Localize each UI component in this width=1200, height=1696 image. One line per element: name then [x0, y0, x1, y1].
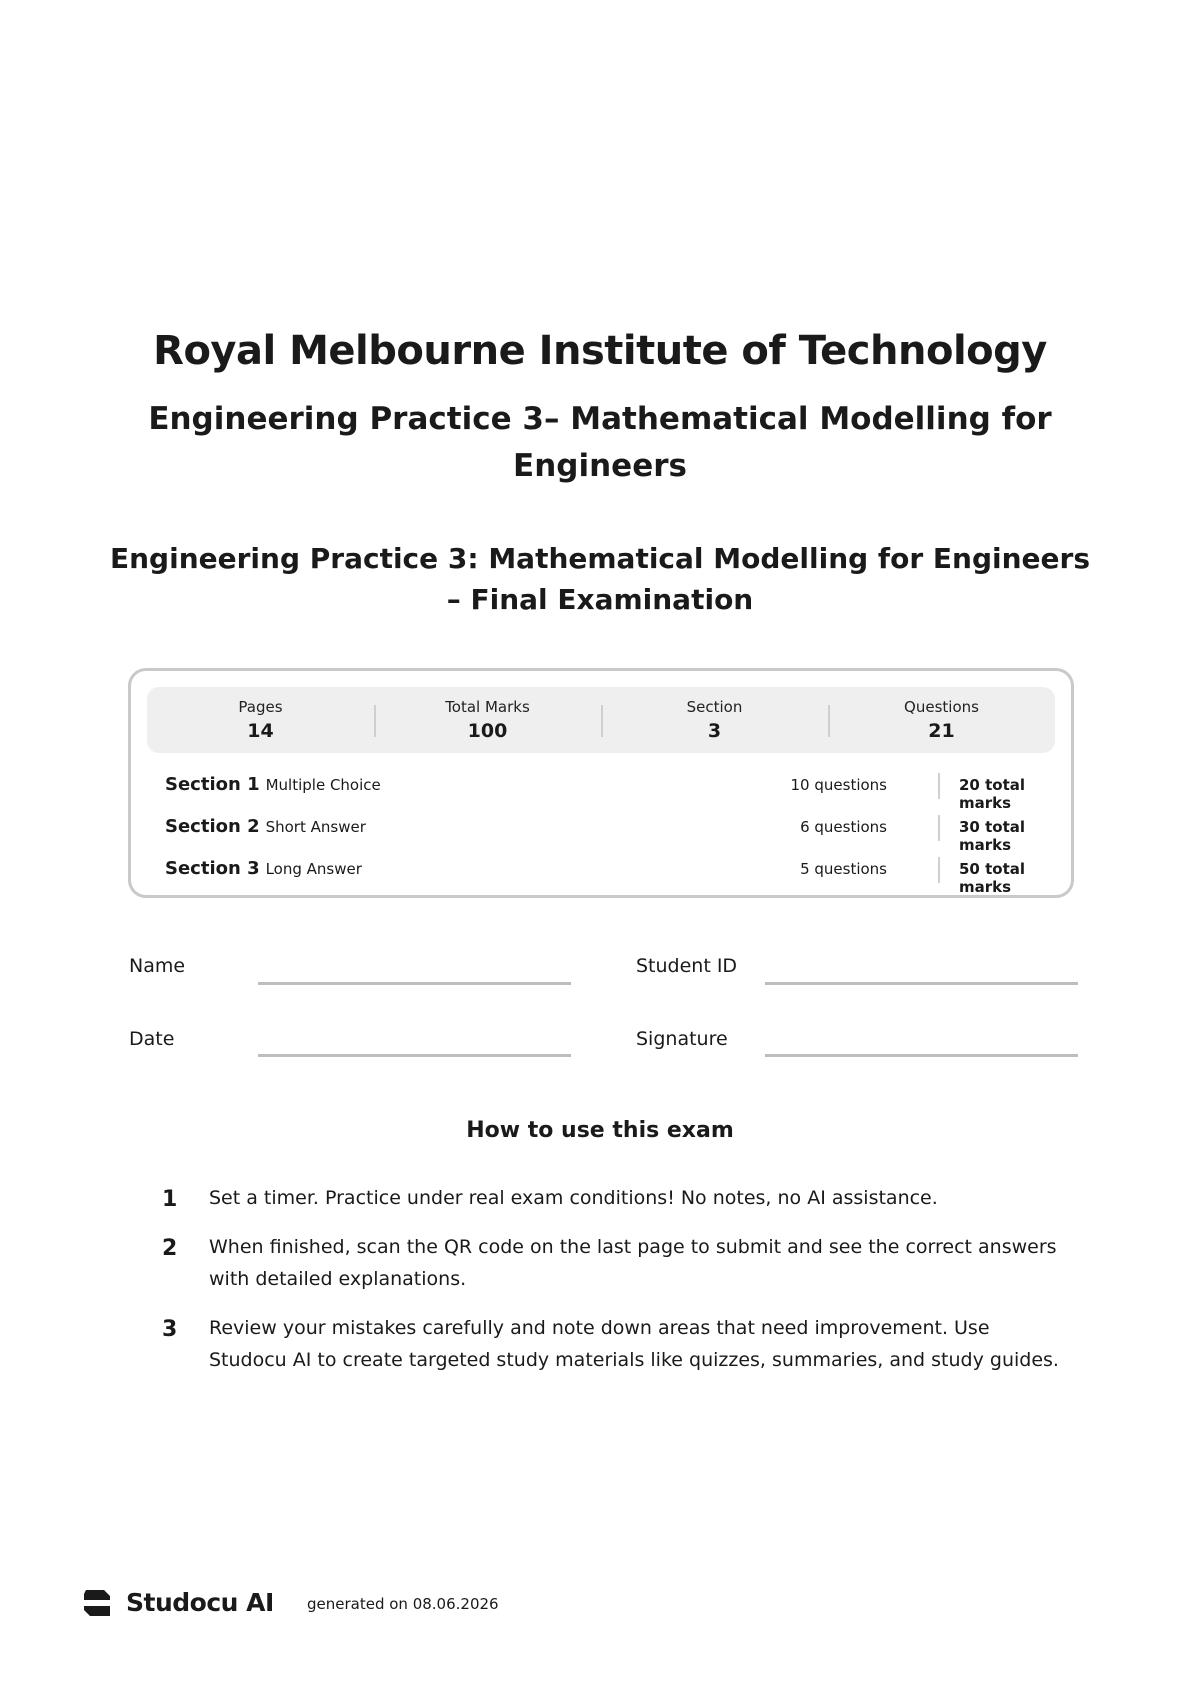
- stat-questions: [828, 687, 1055, 753]
- section-divider: [938, 773, 940, 799]
- date-label: Date: [129, 1028, 175, 1050]
- student-id-field[interactable]: [765, 982, 1078, 985]
- institution-name: Royal Melbourne Institute of Technology: [153, 328, 1047, 374]
- step-text: Set a timer. Practice under real exam conditions! No notes, no AI assistance.: [209, 1187, 938, 1209]
- step-text: Review your mistakes carefully and note down areas that need improvement. Use Studocu AI to create targeted study materials like quizzes, summaries, and study guides.: [209, 1317, 1059, 1371]
- signature-field[interactable]: [765, 1054, 1078, 1057]
- name-label: Name: [129, 955, 186, 977]
- stat-total-marks: [374, 687, 601, 753]
- section-row-1: [165, 771, 1073, 812]
- student-id-label: Student ID: [636, 955, 738, 977]
- section-questions: 6 questions: [800, 818, 887, 836]
- stat-label: Section: [686, 698, 743, 716]
- name-field[interactable]: [258, 982, 571, 985]
- stats-bar: [147, 687, 1055, 753]
- section-name: Section 1: [165, 774, 260, 795]
- step-number: 3: [162, 1317, 178, 1342]
- section-divider: [938, 857, 940, 883]
- stat-value: 21: [928, 720, 955, 742]
- stat-value: 14: [247, 720, 274, 742]
- section-marks: 20 total marks: [959, 776, 1026, 812]
- stat-section: [601, 687, 828, 753]
- section-marks: 30 total marks: [959, 818, 1026, 854]
- footer-brand: Studocu AI: [126, 1588, 274, 1617]
- date-field[interactable]: [258, 1054, 571, 1057]
- step-text: When finished, scan the QR code on the last page to submit and see the correct answers with detailed explanations.: [209, 1236, 1057, 1290]
- section-row-2: [165, 813, 1073, 854]
- exam-title: Engineering Practice 3: Mathematical Modelling for Engineers – Final Examination: [110, 542, 1090, 616]
- section-name: Section 2: [165, 816, 260, 837]
- signature-label: Signature: [636, 1028, 728, 1050]
- section-row-3: [165, 855, 1073, 896]
- section-type: Short Answer: [265, 818, 366, 836]
- exam-summary-card: [128, 668, 1074, 898]
- generated-date: generated on 08.06.2026: [307, 1595, 499, 1613]
- stat-value: 100: [467, 720, 508, 742]
- section-divider: [938, 815, 940, 841]
- course-title: Engineering Practice 3– Mathematical Modelling for Engineers: [148, 401, 1052, 484]
- section-name: Section 3: [165, 858, 260, 879]
- stat-label: Pages: [238, 698, 283, 716]
- section-type: Long Answer: [265, 860, 362, 878]
- studocu-logo-icon: [80, 1586, 114, 1620]
- stat-value: 3: [707, 720, 722, 742]
- stat-pages: [147, 687, 374, 753]
- howto-title: How to use this exam: [466, 1118, 734, 1143]
- stat-label: Questions: [904, 698, 979, 716]
- stat-label: Total Marks: [445, 698, 530, 716]
- step-number: 1: [162, 1187, 178, 1212]
- section-questions: 10 questions: [790, 776, 887, 794]
- section-type: Multiple Choice: [265, 776, 381, 794]
- section-questions: 5 questions: [800, 860, 887, 878]
- section-marks: 50 total marks: [959, 860, 1026, 896]
- step-number: 2: [162, 1236, 178, 1261]
